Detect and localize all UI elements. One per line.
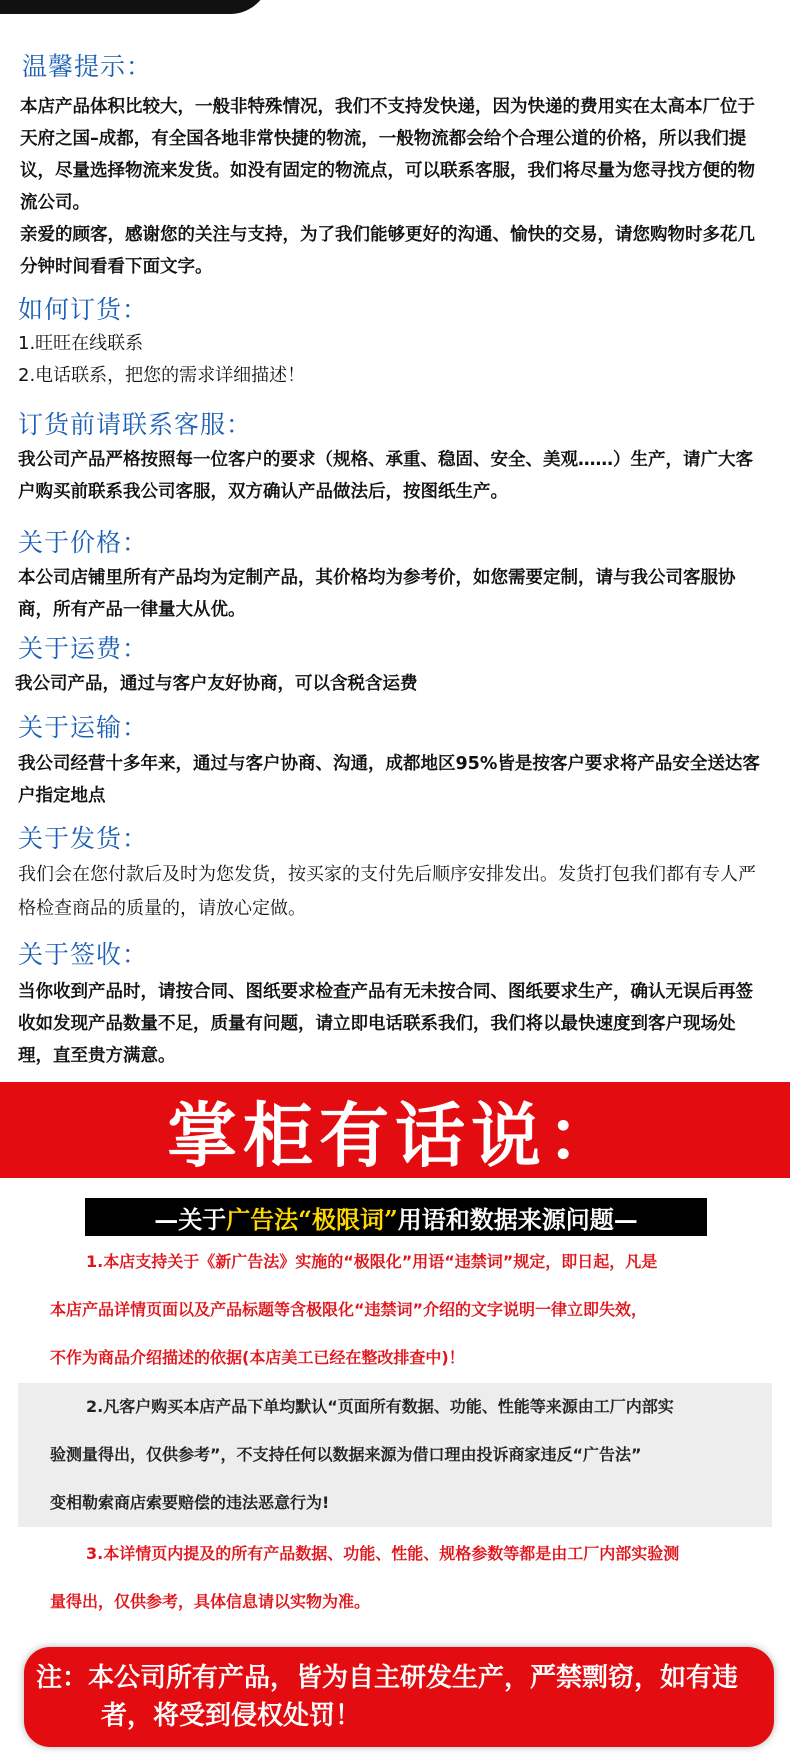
ad-bar-left: —关于 bbox=[154, 1204, 227, 1234]
clause-line: 不作为商品介绍描述的依据(本店美工已经在整改排查中)！ bbox=[50, 1348, 465, 1367]
section-heading: 关于运费： bbox=[18, 634, 149, 663]
clause-line: 量得出，仅供参考，具体信息请以实物为准。 bbox=[50, 1592, 371, 1611]
paragraph: 2.电话联系，把您的需求详细描述！ bbox=[18, 365, 306, 386]
section-heading: 关于价格： bbox=[18, 528, 149, 557]
section-heading: 关于发货： bbox=[18, 824, 149, 853]
section-heading: 订货前请联系客服： bbox=[18, 410, 253, 439]
section-price bbox=[0, 526, 790, 560]
note-line-1: 注：本公司所有产品，皆为自主研发生产，严禁剽窃，如有违 bbox=[36, 1663, 739, 1693]
section-heading: 关于签收： bbox=[18, 940, 149, 969]
section-shipping-fee bbox=[0, 632, 790, 666]
section-how-to-order bbox=[0, 293, 790, 327]
copyright-note bbox=[24, 1647, 774, 1747]
section-delivery-body bbox=[0, 858, 790, 926]
section-tips bbox=[0, 50, 790, 84]
top-decoration-tab bbox=[0, 0, 270, 14]
paragraph: 我们会在您付款后及时为您发货，按买家的支付先后顺序安排发出。发货打包我们都有专人严格检查商品的质量的，请放心定做。 bbox=[18, 864, 756, 919]
clause-2 bbox=[18, 1383, 772, 1527]
section-tips-body bbox=[0, 91, 790, 283]
paragraph: 1.旺旺在线联系 bbox=[18, 333, 144, 354]
section-transport-body bbox=[0, 748, 790, 812]
paragraph: 本店产品体积比较大，一般非特殊情况，我们不支持发快递，因为快递的费用实在太高本厂位于天府之国–成都，有全国各地非常快捷的物流，一般物流都会给个合理公道的价格，所以我们提议，尽量选择物流来发货。如没有固定的物流点，可以联系客服，我们将尽量为您寻找方便的物流公司。 bbox=[20, 97, 755, 213]
section-how-to-order-body bbox=[0, 328, 790, 392]
paragraph: 本公司店铺里所有产品均为定制产品，其价格均为参考价，如您需要定制，请与我公司客服协商，所有产品一律量大从优。 bbox=[18, 568, 736, 620]
paragraph: 我公司产品严格按照每一位客户的要求（规格、承重、稳固、安全、美观……）生产，请广大客户购买前联系我公司客服，双方确认产品做法后，按图纸生产。 bbox=[18, 450, 753, 502]
clause-line: 本店产品详情页面以及产品标题等含极限化“违禁词”介绍的文字说明一律立即失效， bbox=[50, 1300, 648, 1319]
paragraph: 我公司经营十多年来，通过与客户协商、沟通，成都地区95%皆是按客户要求将产品安全送达客户指定地点 bbox=[18, 754, 760, 806]
clause-3 bbox=[18, 1530, 772, 1626]
clause-line: 2.凡客户购买本店产品下单均默认“页面所有数据、功能、性能等来源由工厂内部实 bbox=[86, 1397, 674, 1416]
section-heading: 关于运输： bbox=[18, 713, 149, 742]
section-price-body bbox=[0, 562, 790, 626]
ad-bar-right: 用语和数据来源问题— bbox=[397, 1204, 638, 1234]
clause-line: 变相勒索商店索要赔偿的违法恶意行为! bbox=[50, 1493, 330, 1512]
section-delivery bbox=[0, 822, 790, 856]
paragraph: 亲爱的顾客，感谢您的关注与支持，为了我们能够更好的沟通、愉快的交易，请您购物时多花几分钟时间看看下面文字。 bbox=[20, 225, 755, 277]
section-contact-before-order-body bbox=[0, 444, 790, 508]
shopkeeper-banner bbox=[0, 1082, 790, 1178]
section-heading: 如何订货： bbox=[18, 295, 149, 324]
note-line-2: 者，将受到侵权处罚！ bbox=[101, 1701, 362, 1731]
paragraph: 当你收到产品时，请按合同、图纸要求检查产品有无未按合同、图纸要求生产，确认无误后再签收如发现产品数量不足，质量有问题，请立即电话联系我们，我们将以最快速度到客户现场处理，直至贵方满意。 bbox=[18, 982, 753, 1066]
paragraph: 我公司产品，通过与客户友好协商，可以含税含运费 bbox=[15, 674, 418, 694]
clause-line: 3.本详情页内提及的所有产品数据、功能、性能、规格参数等都是由工厂内部实验测 bbox=[86, 1544, 680, 1563]
section-receipt bbox=[0, 938, 790, 972]
section-receipt-body bbox=[0, 976, 790, 1072]
section-shipping-fee-body bbox=[0, 668, 790, 700]
ad-law-title-bar bbox=[85, 1198, 707, 1236]
clause-line: 验测量得出，仅供参考”，不支持任何以数据来源为借口理由投诉商家违反“广告法” bbox=[50, 1445, 642, 1464]
banner-title: 掌柜有话说： bbox=[167, 1093, 623, 1177]
section-contact-before-order bbox=[0, 408, 790, 442]
clause-line: 1.本店支持关于《新广告法》实施的“极限化”用语“违禁词”规定，即日起，凡是 bbox=[86, 1252, 658, 1271]
section-heading: 温馨提示： bbox=[22, 52, 153, 81]
clause-1 bbox=[18, 1238, 772, 1382]
section-transport bbox=[0, 711, 790, 745]
ad-bar-highlight: 广告法“极限词” bbox=[226, 1204, 398, 1234]
